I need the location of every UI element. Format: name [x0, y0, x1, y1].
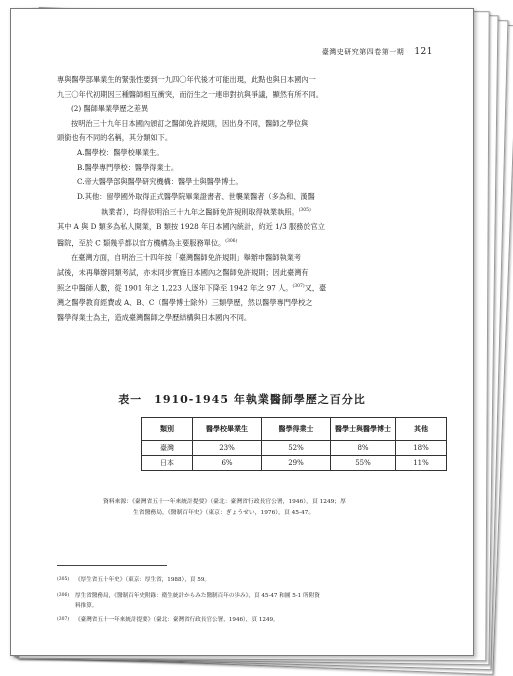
- footnote: [57, 615, 447, 625]
- paragraph-line: 其中 A 與 D 類多為私人開業，B 類按 1928 年日本國內統計，約近 1/3 服務於官立: [57, 222, 325, 232]
- paragraph-text: 又，臺: [304, 283, 327, 293]
- data-table: [141, 417, 447, 471]
- page-number: 121: [414, 47, 433, 57]
- footnote-text-continued: 料推算。: [75, 603, 98, 609]
- list-item: B.醫學專門學校：醫學得業士。: [77, 162, 179, 172]
- column-header: 醫學士與醫學博士: [331, 418, 396, 441]
- paragraph-line: 按明治三十九年日本國內頒訂之醫師免許規則，因出身不同，醫師之學位與: [71, 118, 309, 128]
- footnote-ref[interactable]: (305): [298, 208, 311, 214]
- table-cell: 6%: [193, 456, 262, 471]
- table-row: [142, 441, 447, 456]
- list-item: C.帝大醫學部與醫學研究機構：醫學士與醫學博士。: [77, 177, 243, 187]
- table-cell: 52%: [262, 441, 331, 456]
- table-title: 表一 1910-1945 年執業醫師學歷之百分比: [118, 393, 366, 406]
- paragraph-line: 在臺灣方面，自明治三十四年按「臺灣醫師免許規則」舉辦申醫師執業考: [71, 252, 302, 262]
- paragraph-line: 試後，未再舉辦同類考試，亦未同步實施日本國內之醫師免許規則；因此臺灣有: [57, 267, 309, 277]
- running-header: [322, 47, 433, 57]
- paragraph-line: 九三〇年代初期因三種醫師相互衝突，而衍生之一連串對抗與爭議，顯然有所不同。: [57, 89, 323, 99]
- table-cell: 55%: [331, 456, 396, 471]
- table-header-row: [142, 418, 447, 441]
- column-header: 醫學得業士: [262, 418, 331, 441]
- body-text: [57, 73, 447, 325]
- table-cell: 18%: [396, 441, 447, 456]
- footnote-text: 《厚生省五十年史》（東京：厚生省，1988），頁 59。: [75, 577, 211, 583]
- footnote-ref[interactable]: (306): [225, 238, 238, 244]
- table-source-note: [103, 497, 403, 519]
- table-cell: 8%: [331, 441, 396, 456]
- list-item-text: 執業者），均得依明治三十九年之醫師免許規則取得執業執照。: [101, 207, 299, 217]
- table-row: [142, 456, 447, 471]
- list-item: A.醫學校：醫學校畢業生。: [77, 147, 164, 157]
- paragraph-text: 照之中醫師人數，從 1901 年之 1,223 人逐年下降至 1942 年之 97 人。: [57, 283, 293, 293]
- footnote-number: (306): [57, 593, 70, 598]
- table-cell: 29%: [262, 456, 331, 471]
- column-header: 類別: [142, 418, 193, 441]
- list-item: D.其他：留學國外取得正式醫學院畢業證書者、世襲業醫者（多為和、漢醫: [77, 191, 315, 201]
- section-heading: (2) 醫師畢業學歷之差異: [71, 104, 149, 114]
- paragraph-line: 專與醫學部畢業生的緊張性要到一九四〇年代後才可能出現，此點也與日本國內一: [57, 75, 316, 84]
- source-line: 資料來源：《臺灣省五十一年來統計提要》（臺北：臺灣省行政長官公署，1946），頁 1249；厚: [103, 499, 346, 505]
- footnote-number: (307): [57, 617, 70, 622]
- source-line: 生省醫務局，《醫制百年史》（東京：ぎょうせい，1976），頁 45-47。: [133, 510, 315, 516]
- paragraph-line: 頭銜也有不同的名稱，其分類如下。: [57, 133, 173, 143]
- footnote: [57, 591, 447, 611]
- footnote-text: 《臺灣省五十一年來統計提要》（臺北：臺灣省行政長官公署，1946），頁 1249。: [75, 617, 279, 623]
- paragraph-line: 灣之醫學教育經費或 A、B、C（醫學博士除外）三類學歷，然以醫學專門學校之: [57, 298, 313, 308]
- paragraph-line: 醫學得業士為主，造成臺灣醫師之學歷結構與日本國內不同。: [57, 312, 252, 322]
- footnote-text: 厚生省醫務局，《醫制百年史附錄：衛生統計からみた醫制百年の歩み》，頁 45-47 和圖 5-1 所附資: [75, 593, 320, 599]
- paragraph-text: 醫院，至於 C 類幾乎都以官方機構為主要服務單位。: [57, 238, 226, 248]
- paragraph-line: [57, 235, 447, 251]
- table-cell: 11%: [396, 456, 447, 471]
- table-cell: 23%: [193, 441, 262, 456]
- running-title: 臺灣史研究第四卷第一期: [321, 48, 405, 56]
- column-header: 醫學校畢業生: [193, 418, 262, 441]
- footnote-ref[interactable]: (307): [292, 284, 305, 290]
- table-cell: 日本: [142, 456, 193, 471]
- footnote-divider: [57, 565, 167, 566]
- paragraph-line: [57, 280, 447, 296]
- document-page: [10, 8, 474, 656]
- table-cell: 臺灣: [142, 441, 193, 456]
- list-item-continued: [77, 204, 447, 220]
- footnote: [57, 575, 447, 585]
- footnote-number: (305): [57, 577, 70, 582]
- column-header: 其他: [396, 418, 447, 441]
